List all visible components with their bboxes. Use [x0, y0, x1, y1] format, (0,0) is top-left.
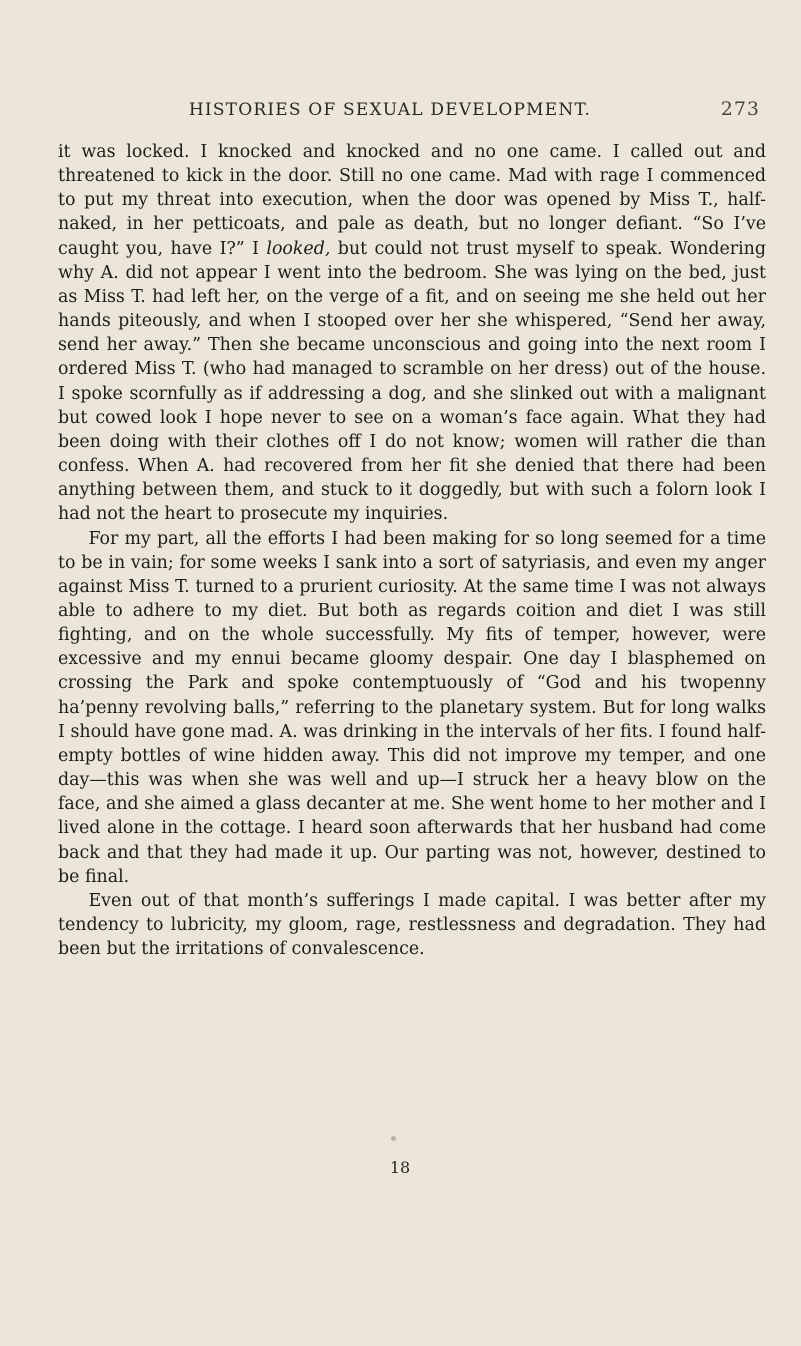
paragraph-3: Even out of that month’s sufferings I made capital. I was better after my tendency to lubricity, my gloom, rage, restlessness and degradation. They had been but the irritations of convalescence. — [58, 890, 766, 960]
paragraph-2: For my part, all the efforts I had been making for so long seemed for a time to be in vain; for some weeks I sank into a sort of satyriasis, and even my anger against Miss T. turned to a prurient curiosity. At the same time I was not always able to adhere to my diet. But both as regards coition and diet I was still fighting, and on the whole successfully. My fits of temper, however, were excessive and my ennui became gloomy despair. One day I blasphemed on crossing the Park and spoke contemptuously of “God and his twopenny ha’penny revolving balls,” referring to the planetary system. But for long walks I should have gone mad. A. was drinking in the intervals of her fits. I found half-empty bottles of wine hidden away. This did not improve my temper, and one day—this was when she was well and up—I struck her a heavy blow on the face, and she aimed a glass decanter at me. She went home to her mother and I lived alone in the cottage. I heard soon afterwards that her husband had come back and that they had made it up. Our parting was not, however, destined to be final. — [58, 528, 766, 887]
paragraph-1 — [58, 140, 766, 527]
page-number: 273 — [720, 98, 760, 120]
body-text — [58, 140, 766, 961]
paragraph-1-text-a: it was locked. I knocked and knocked and no one came. I called out and threatened to kick in the door. Still no one came. Mad with rage I commenced to put my threat into execution, when the door was opened by Miss T., half-naked, in her petticoats, and pale as death, but no longer defiant. “So I’ve caught you, have I?” I — [58, 142, 766, 259]
running-header: HISTORIES OF SEXUAL DEVELOPMENT. — [188, 100, 592, 120]
paragraph-1-text-b: but could not trust myself to speak. Wondering why A. did not appear I went into the bedroom. She was lying on the bed, just as Miss T. had left her, on the verge of a fit, and on seeing me she held out her hands piteously, and when I stooped over her she whispered, “Send her away, send her away.” Then she became unconscious and going into the next room I ordered Miss T. (who had managed to scramble on her dress) out of the house. I spoke scornfully as if addressing a dog, and she slinked out with a malignant but cowed look I hope never to see on a woman’s face again. What they had been doing with their clothes off I do not know; women will rather die than confess. When A. had recovered from her fit she denied that there had been anything between them, and stuck to it doggedly, but with such a folorn look I had not the heart to prosecute my inquiries. — [58, 238, 766, 525]
paper-speck — [391, 1136, 396, 1141]
signature-mark: 18 — [389, 1158, 411, 1177]
emphasis-looked: looked, — [266, 238, 331, 259]
